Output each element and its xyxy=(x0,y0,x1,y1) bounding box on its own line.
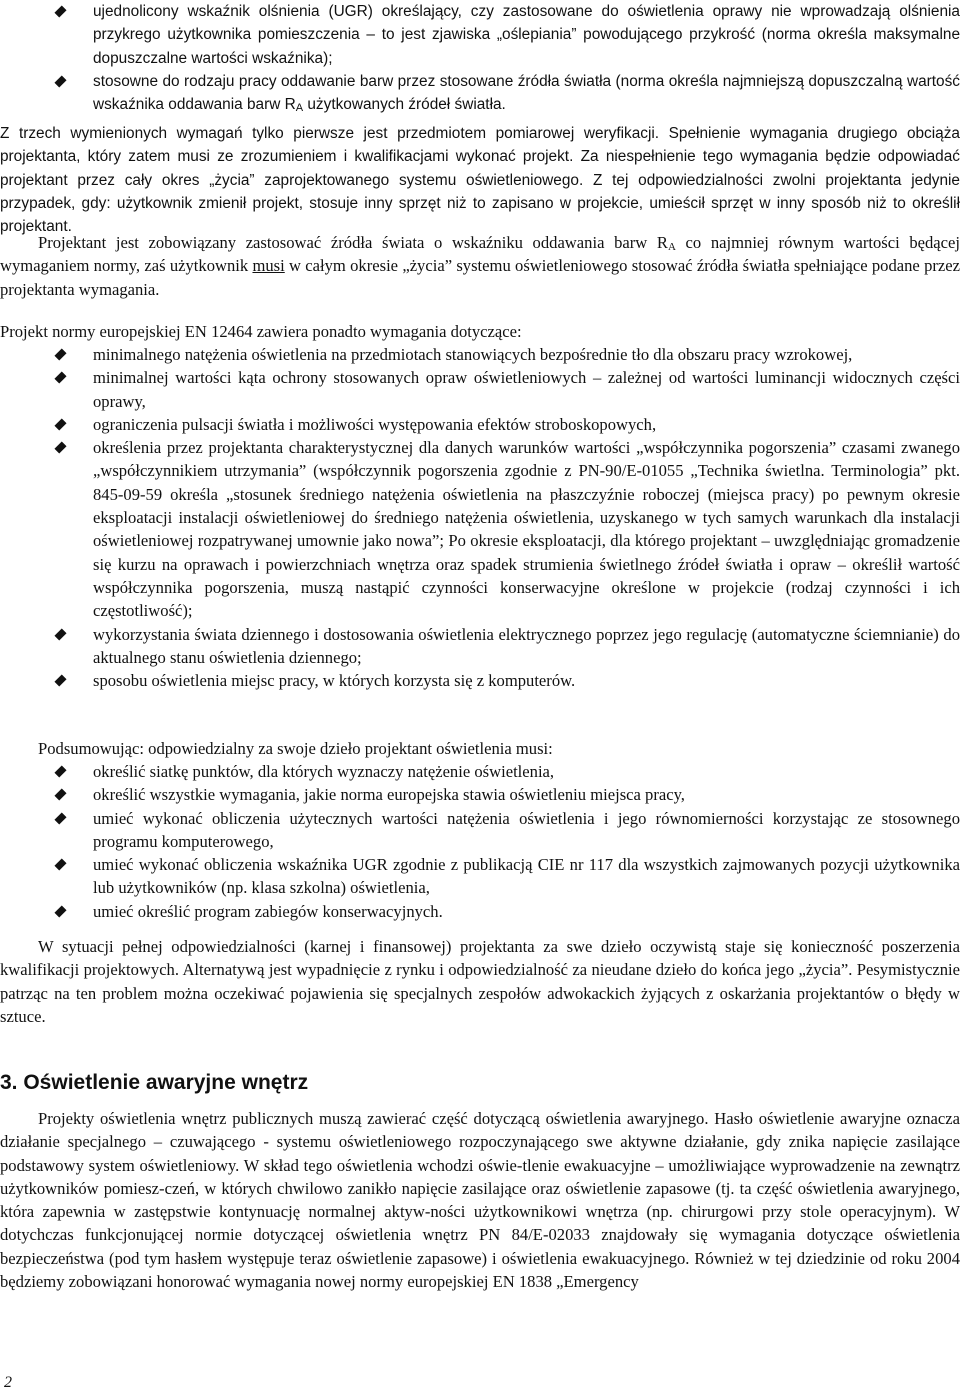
diamond-bullet-icon xyxy=(54,675,66,687)
diamond-bullet-icon xyxy=(54,905,66,917)
diamond-bullet-icon xyxy=(54,372,66,384)
list-item: stosowne do rodzaju pracy oddawanie barw przez stosowane źródła światła (norma określa najmniejszą dopuszczalną wartość wskaźnika oddawania barw $R_A$ użytkowanych źródeł światła. xyxy=(0,70,960,117)
diamond-bullet-icon xyxy=(54,812,66,824)
page-number: 2 xyxy=(4,1374,12,1391)
list-item: umieć wykonać obliczenia wskaźnika UGR zgodnie z publikacją CIE nr 117 dla wszystkich zajmowanych pozycji użytkownika lub użytkowników (np. klasa szkolna) oświetlenia, xyxy=(0,853,960,900)
list-item: określić wszystkie wymagania, jakie norma europejska stawia oświetleniu miejsca pracy, xyxy=(0,783,960,806)
diamond-bullet-icon xyxy=(54,442,66,454)
en12464-requirements-list xyxy=(0,343,960,692)
paragraph-emergency: Projekty oświetlenia wnętrz publicznych muszą zawierać część dotyczącą oświetlenia awaryjnego. Hasło oświetlenie awaryjne oznacza działanie specjalnego – czuwającego - systemu oświetleniowego rozpoczynającego swe aktywne działanie, gdy znika napięcie zasilające podstawowy system oświetleniowy. W skład tego oświetlenia wchodzi oświe-tlenie ewakuacyjne – umożliwiające wyprowadzenie na zewnątrz użytkowników pomiesz-czeń, w których chwilowo zanikło napięcie zasilające oraz oświetlenie zapasowe (tj. ta część oświetlenia awaryjnego, która zapewnia w zastępstwie kontynuację normalnej aktyw-ności użytkownikowi wnętrza (np. chirurgowi przy stole operacyjnym). W dotychczas funkcjonującej normie dotyczącej oświetlenia wnętrz PN 84/E-02033 znajdowały się wymagania dotyczące oświetlenia bezpieczeństwa (pod tym hasłem występuje teraz oświetlenie zapasowe) i oświetlenia ewakuacyjnego. Również w tej dziedzinie od roku 2004 będziemy zobowiązani honorować wymagania nowej normy europejskiej EN 1838 „Emergency xyxy=(0,1109,960,1292)
list-item: umieć wykonać obliczenia użytecznych wartości natężenia oświetlenia i jego równomierności korzystając ze stosownego programu komputerowego, xyxy=(0,807,960,854)
paragraph-responsibility: W sytuacji pełnej odpowiedzialności (karnej i finansowej) projektanta za swe dzieło oczywistą staje się konieczność poszerzenia kwalifikacji projektowych. Alternatywą jest wypadnięcie z rynku i odpowiedzialność za nieudane dzieło do końca jego „życia”. Pesymistycznie patrząc na ten problem można oczekiwać pojawienia się specjalnych zespołów adwokackich żyjących z oskarżania projektantów o błędy w sztuce. xyxy=(0,937,960,1026)
diamond-bullet-icon xyxy=(54,765,66,777)
list-item: określić siatkę punktów, dla których wyznaczy natężenie oświetlenia, xyxy=(0,760,960,783)
paragraph-designer: Projektant jest zobowiązany zastosować źródła świata o wskaźniku oddawania barw $R_A$ co najmniej równym wartości będącej wymaganiem normy, zaś użytkownik musi w całym okresie „życia” systemu oświetleniowego stosować źródła światła spełniające podane przez projektanta wymagania. xyxy=(0,233,960,299)
paragraph-verification: Z trzech wymienionych wymagań tylko pierwsze jest przedmiotem pomiarowej weryfikacji. Spełnienie wymagania drugiego obciąża projektanta, który zatem musi ze zrozumieniem i kwalifikacjami wykonać projekt. Za niespełnienie tego wymagania będzie odpowiadać projektant przez cały okres „życia” zaprojektowanego systemu oświetleniowego. Z tej odpowiedzialności zwolni projektanta jedynie przypadek, gdy: użytkownik zmienił projekt, stosuje inny sprzęt niż to zapisano w projekcie, umieścił sprzęt w inny sposób niż to określił projektant. xyxy=(0,125,960,236)
diamond-bullet-icon xyxy=(54,789,66,801)
paragraph-summary-intro: Podsumowując: odpowiedzialny za swoje dzieło projektant oświetlenia musi: xyxy=(38,739,553,758)
diamond-bullet-icon xyxy=(54,5,66,17)
list-item: wykorzystania świata dziennego i dostosowania oświetlenia elektrycznego poprzez jego regulację (automatyczne ściemnianie) do aktualnego stanu oświetlenia dziennego; xyxy=(0,623,960,670)
top-bullet-list xyxy=(0,0,960,116)
paragraph-en12464-intro: Projekt normy europejskiej EN 12464 zawiera ponadto wymagania dotyczące: xyxy=(0,322,522,341)
list-item: ujednolicony wskaźnik olśnienia (UGR) określający, czy zastosowane do oświetlenia oprawy nie wprowadzają olśnienia przykrego użytkownika pomieszczenia – to jest zjawiska „oślepiania” powodującego przykrość (norma określa maksymalne dopuszczalne wartości wskaźnika); xyxy=(0,0,960,70)
list-item: sposobu oświetlenia miejsc pracy, w których korzysta się z komputerów. xyxy=(0,669,960,692)
list-item: minimalnego natężenia oświetlenia na przedmiotach stanowiących bezpośrednie tło dla obszaru pracy wzrokowej, xyxy=(0,343,960,366)
summary-list xyxy=(0,760,960,923)
list-item: umieć określić program zabiegów konserwacyjnych. xyxy=(0,900,960,923)
section-heading: 3. Oświetlenie awaryjne wnętrz xyxy=(0,1071,309,1094)
diamond-bullet-icon xyxy=(54,348,66,360)
list-item: minimalnej wartości kąta ochrony stosowanych opraw oświetleniowych – zależnej od wartości luminancji widocznych części oprawy, xyxy=(0,366,960,413)
diamond-bullet-icon xyxy=(54,75,66,87)
diamond-bullet-icon xyxy=(54,418,66,430)
diamond-bullet-icon xyxy=(54,859,66,871)
list-item: ograniczenia pulsacji światła i możliwości występowania efektów stroboskopowych, xyxy=(0,413,960,436)
diamond-bullet-icon xyxy=(54,628,66,640)
list-item: określenia przez projektanta charakterystycznej dla danych warunków wartości „współczynnika pogorszenia” czasami zwanego „współczynnikiem utrzymania” (współczynnik pogorszenia zgodnie z PN-90/E-01055 „Technika świetlna. Terminologia” pkt. 845-09-59 określa „stosunek średniego natężenia oświetlenia na płaszczyźnie roboczej (miejsca pracy) po pewnym okresie eksploatacji instalacji oświetleniowej do średniego natężenia oświetlenia, uzyskanego w tych samych warunkach dla instalacji oświetleniowej rozpatrywanej umownie jako nowa”; Po okresie eksploatacji, dla którego projektant – uwzględniając gromadzenie się kurzu na oprawach i powierzchniach wnętrza oraz spadek strumienia świetlnego źródeł światła i opraw – określił wartość współczynnika pogorszenia, muszą nastąpić czynności konserwacyjne określone w projekcie (rodzaj czynności i ich częstotliwość); xyxy=(0,436,960,622)
